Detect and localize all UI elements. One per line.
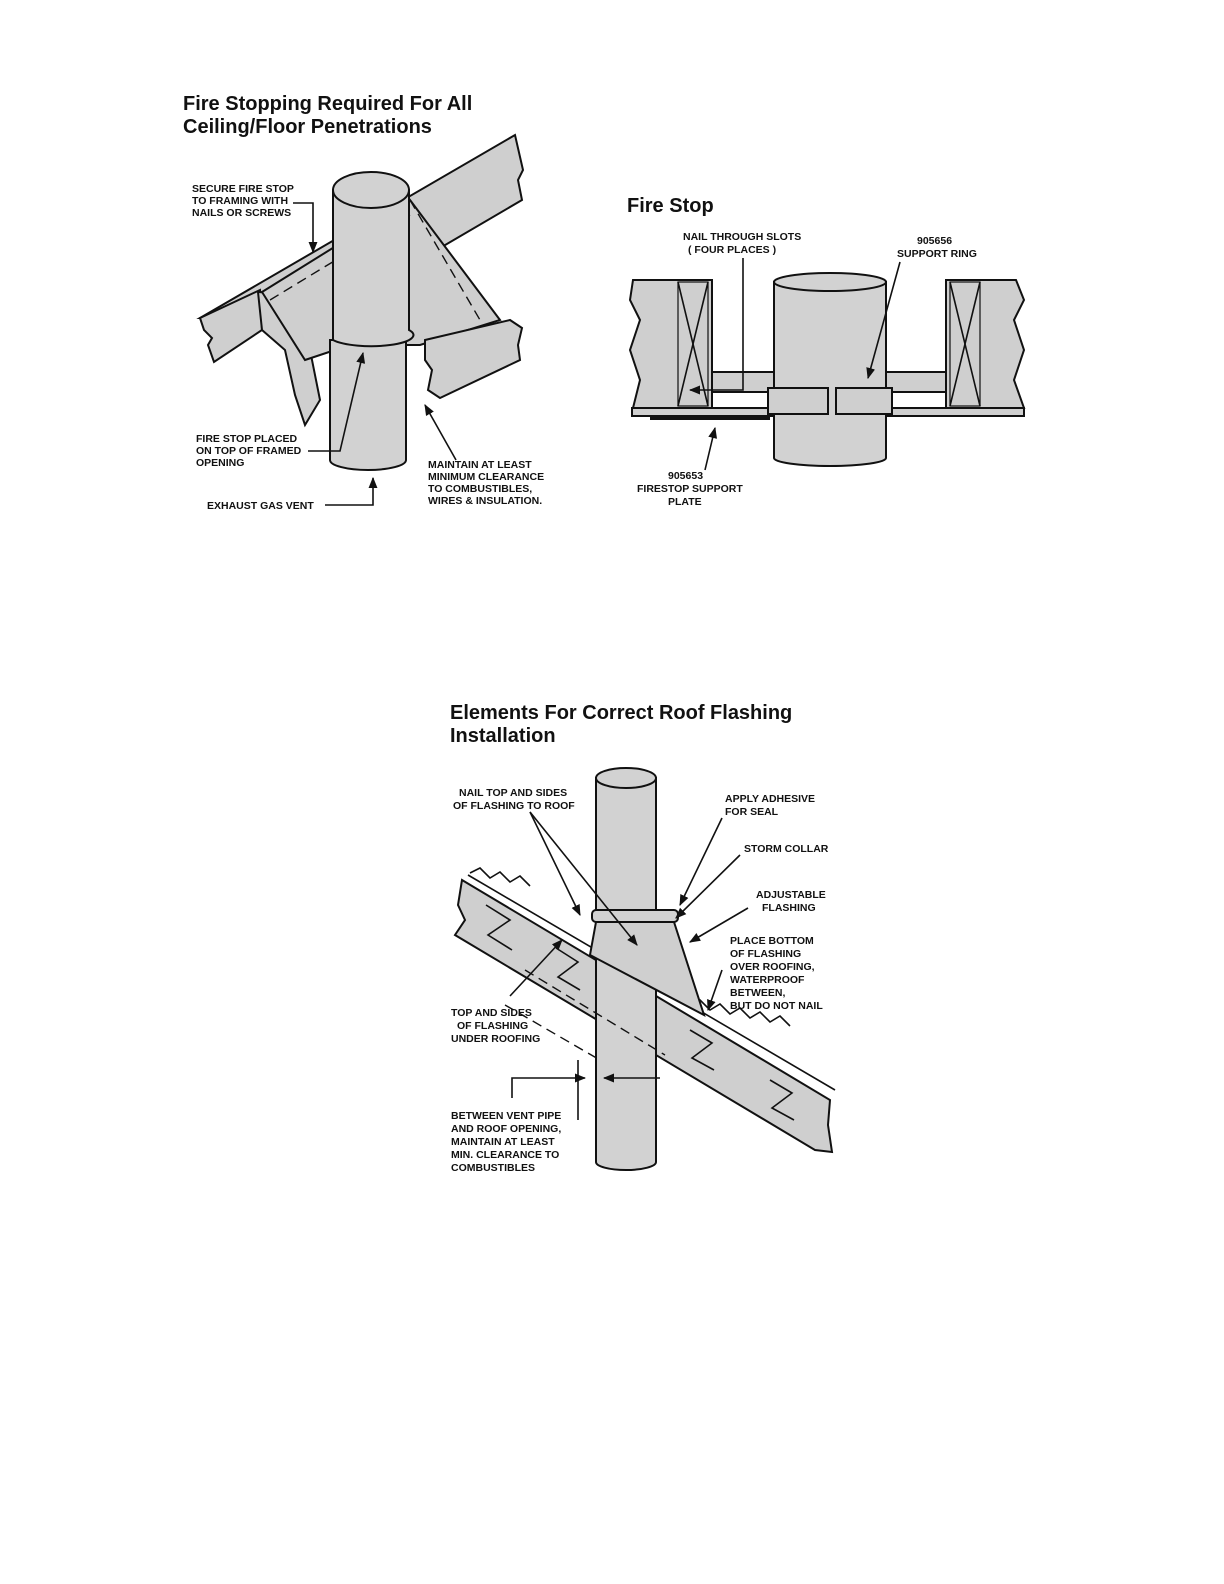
penetrations-title-line2: Ceiling/Floor Penetrations (183, 116, 432, 138)
label-secure-line2: TO FRAMING WITH (192, 195, 289, 207)
label-place-line1: PLACE BOTTOM (730, 935, 814, 947)
label-placed-line3: OPENING (196, 457, 245, 469)
label-fire-stop-placed (196, 433, 304, 469)
label-firestop-support-plate (637, 470, 746, 508)
label-under-line1: TOP AND SIDES (451, 1007, 532, 1019)
label-maintain-line2: MINIMUM CLEARANCE (428, 471, 545, 483)
label-placed-line2: ON TOP OF FRAMED (196, 445, 302, 457)
label-nail-top-line2: OF FLASHING TO ROOF (453, 800, 575, 812)
support-ring-left (768, 388, 828, 414)
label-maintain-line1: MAINTAIN AT LEAST (428, 459, 532, 471)
flashing-title-line2: Installation (450, 725, 556, 747)
label-place-bottom (730, 935, 823, 1012)
vent-pipe-upper (333, 190, 413, 346)
label-ring-line1: 905656 (917, 235, 953, 247)
label-under-line2: OF FLASHING (457, 1020, 529, 1032)
label-nail-line1: NAIL THROUGH SLOTS (683, 231, 802, 243)
label-exhaust-line1: EXHAUST GAS VENT (207, 500, 314, 512)
label-maintain-line3: TO COMBUSTIBLES, (428, 483, 533, 495)
vent-pipe-lower (330, 340, 406, 470)
label-between-line2: AND ROOF OPENING, (451, 1123, 562, 1135)
section-vent-pipe-top (774, 273, 886, 291)
label-under-line3: UNDER ROOFING (451, 1033, 541, 1045)
label-maintain-clearance (428, 459, 547, 507)
label-exhaust-gas-vent (207, 500, 314, 512)
penetrations-title-line1: Fire Stopping Required For All (183, 93, 473, 115)
label-between-vent-pipe (451, 1110, 564, 1174)
flashing-diagram (451, 768, 835, 1174)
label-place-line4: WATERPROOF (730, 974, 805, 986)
label-secure-line3: NAILS OR SCREWS (192, 207, 292, 219)
joist-right-section (946, 280, 1024, 408)
label-adhesive-line2: FOR SEAL (725, 806, 779, 818)
label-place-line3: OVER ROOFING, (730, 961, 815, 973)
label-plate-line2: FIRESTOP SUPPORT (637, 483, 743, 495)
label-storm-collar (744, 843, 829, 855)
firestop-title: Fire Stop (627, 195, 714, 217)
penetrations-diagram (192, 135, 547, 512)
label-nail-line2: ( FOUR PLACES ) (688, 244, 777, 256)
label-between-line3: MAINTAIN AT LEAST (451, 1136, 555, 1148)
label-between-line1: BETWEEN VENT PIPE (451, 1110, 562, 1122)
label-adjustable-line2: FLASHING (762, 902, 816, 914)
label-adjustable-flashing (756, 889, 829, 914)
joist-left-section (630, 280, 712, 408)
firestop-diagram (630, 231, 1024, 508)
flashing-title-line1: Elements For Correct Roof Flashing (450, 702, 793, 724)
vent-pipe-top (333, 172, 409, 208)
label-plate-line1: 905653 (668, 470, 704, 482)
storm-collar (592, 910, 678, 922)
label-support-ring (897, 235, 977, 260)
label-between-line5: COMBUSTIBLES (451, 1162, 535, 1174)
roof-vent-pipe-top (596, 768, 656, 788)
label-place-line2: OF FLASHING (730, 948, 802, 960)
label-secure-line1: SECURE FIRE STOP (192, 183, 294, 195)
label-secure-fire-stop (192, 183, 297, 219)
label-placed-line1: FIRE STOP PLACED (196, 433, 298, 445)
label-place-line5: BETWEEN, (730, 987, 786, 999)
label-adjustable-line1: ADJUSTABLE (756, 889, 826, 901)
label-top-sides-under (451, 1007, 540, 1045)
label-storm-line1: STORM COLLAR (744, 843, 829, 855)
label-ring-line2: SUPPORT RING (897, 248, 977, 260)
label-plate-line3: PLATE (668, 496, 702, 508)
label-adhesive-line1: APPLY ADHESIVE (725, 793, 816, 805)
label-apply-adhesive (725, 793, 818, 818)
label-nail-top-line1: NAIL TOP AND SIDES (459, 787, 568, 799)
label-maintain-line4: WIRES & INSULATION. (428, 495, 543, 507)
label-nail-through-slots (683, 231, 804, 256)
label-between-line4: MIN. CLEARANCE TO (451, 1149, 560, 1161)
label-nail-top-sides (453, 787, 575, 812)
support-ring-right (836, 388, 892, 414)
label-place-line6: BUT DO NOT NAIL (730, 1000, 823, 1012)
